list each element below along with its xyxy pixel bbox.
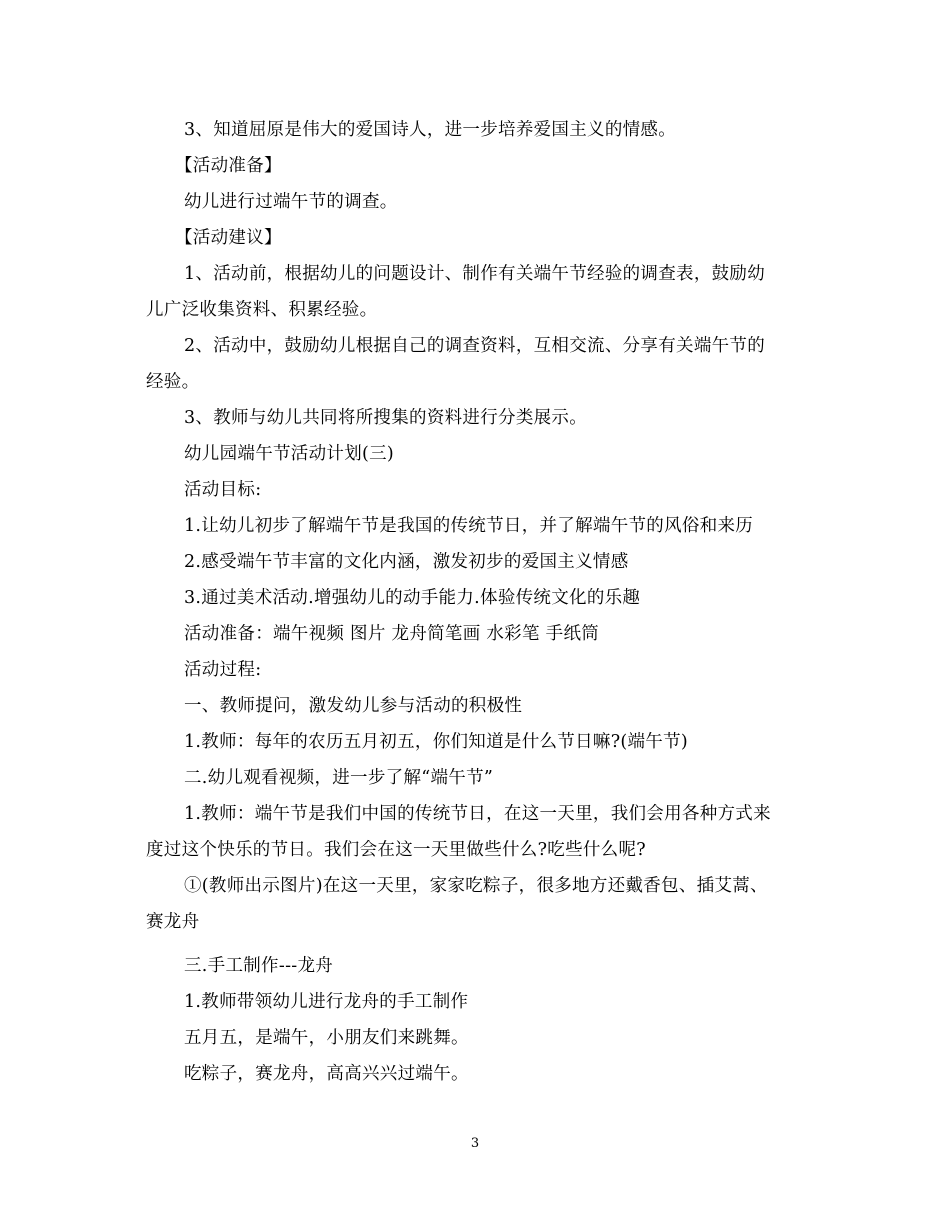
text-line: 1.教师：每年的农历五月初五，你们知道是什么节日嘛?(端午节)	[184, 732, 689, 752]
text-line: 3、教师与幼儿共同将所搜集的资料进行分类展示。	[184, 408, 588, 428]
text-line: 赛龙舟	[146, 912, 200, 932]
text-line: 1.教师：端午节是我们中国的传统节日，在这一天里，我们会用各种方式来	[184, 804, 771, 824]
text-line: 1、活动前，根据幼儿的问题设计、制作有关端午节经验的调查表，鼓励幼	[184, 264, 766, 284]
text-line: 吃粽子，赛龙舟，高高兴兴过端午。	[184, 1064, 469, 1084]
text-line: 一、教师提问，激发幼儿参与活动的积极性	[184, 696, 523, 716]
text-line: 经验。	[146, 372, 200, 392]
text-line: 1.教师带领幼儿进行龙舟的手工制作	[184, 992, 469, 1012]
text-line: 活动目标:	[184, 480, 262, 500]
plan-title: 幼儿园端午节活动计划(三)	[184, 444, 395, 464]
text-line: 幼儿进行过端午节的调查。	[184, 192, 398, 212]
text-line: 活动准备：端午视频 图片 龙舟简笔画 水彩笔 手纸筒	[184, 624, 600, 644]
text-line: 2、活动中，鼓励幼儿根据自己的调查资料，互相交流、分享有关端午节的	[184, 336, 766, 356]
text-line: 二.幼儿观看视频，进一步了解“端午节”	[184, 768, 494, 788]
text-line: 2.感受端午节丰富的文化内涵，激发初步的爱国主义情感	[184, 552, 629, 572]
section-heading: 【活动准备】	[175, 156, 282, 176]
text-line: 度过这个快乐的节日。我们会在这一天里做些什么?吃些什么呢?	[146, 840, 646, 860]
text-line: 五月五，是端午，小朋友们来跳舞。	[184, 1028, 469, 1048]
text-line: 3、知道屈原是伟大的爱国诗人，进一步培养爱国主义的情感。	[184, 120, 677, 140]
text-line: 1.让幼儿初步了解端午节是我国的传统节日，并了解端午节的风俗和来历	[184, 516, 754, 536]
text-line: 三.手工制作---龙舟	[184, 956, 334, 976]
text-line: 活动过程:	[184, 660, 262, 680]
text-line: 儿广泛收集资料、积累经验。	[146, 300, 378, 320]
text-line: ①(教师出示图片)在这一天里，家家吃粽子，很多地方还戴香包、插艾蒿、	[184, 876, 768, 896]
section-heading: 【活动建议】	[175, 228, 282, 248]
page-number: 3	[470, 1136, 480, 1151]
text-line: 3.通过美术活动.增强幼儿的动手能力.体验传统文化的乐趣	[184, 588, 641, 608]
